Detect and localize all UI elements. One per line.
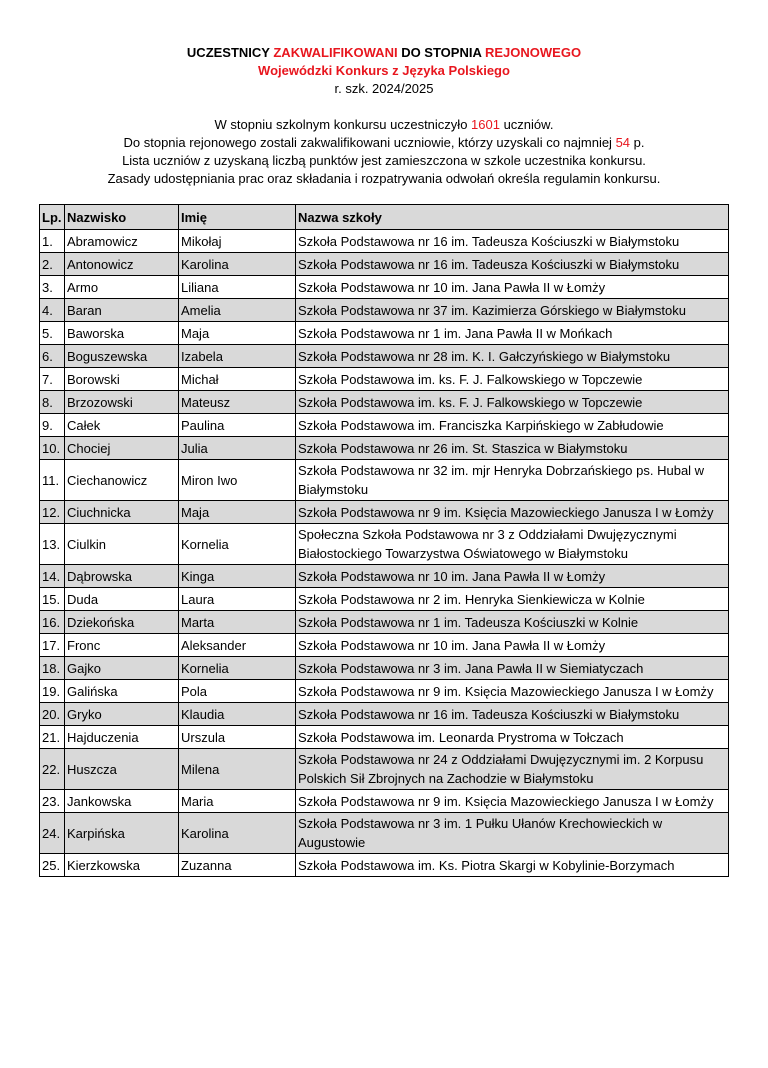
table-row — [40, 680, 729, 703]
cell-surname: Chociej — [65, 437, 179, 460]
cell-lp: 21. — [40, 726, 65, 749]
cell-surname: Gryko — [65, 703, 179, 726]
cell-school-name: Szkoła Podstawowa im. Ks. Piotra Skargi w Kobylinie-Borzymach — [296, 854, 729, 877]
cell-school-name: Szkoła Podstawowa nr 9 im. Księcia Mazowieckiego Janusza I w Łomży — [296, 680, 729, 703]
cell-lp: 2. — [40, 253, 65, 276]
cell-lp: 20. — [40, 703, 65, 726]
document-header — [0, 44, 768, 98]
table-row — [40, 813, 729, 854]
table-row — [40, 726, 729, 749]
cell-school-name: Szkoła Podstawowa im. ks. F. J. Falkowskiego w Topczewie — [296, 391, 729, 414]
cell-surname: Ciechanowicz — [65, 460, 179, 501]
cell-lp: 17. — [40, 634, 65, 657]
table-body — [40, 230, 729, 877]
cell-school-name: Szkoła Podstawowa im. Leonarda Prystroma w Tołczach — [296, 726, 729, 749]
cell-surname: Fronc — [65, 634, 179, 657]
table-row — [40, 524, 729, 565]
cell-lp: 8. — [40, 391, 65, 414]
intro-line-4: Zasady udostępniania prac oraz składania i rozpatrywania odwołań określa regulamin konkursu. — [107, 171, 661, 186]
header-lp: Lp. — [40, 205, 65, 230]
table-row — [40, 276, 729, 299]
cell-lp: 23. — [40, 790, 65, 813]
cell-first-name: Paulina — [179, 414, 296, 437]
cell-lp: 12. — [40, 501, 65, 524]
title-part-3: DO STOPNIA — [397, 45, 485, 60]
cell-school-name: Szkoła Podstawowa nr 3 im. Jana Pawła II w Siemiatyczach — [296, 657, 729, 680]
school-year: r. szk. 2024/2025 — [334, 81, 434, 96]
cell-first-name: Kornelia — [179, 524, 296, 565]
cell-school-name: Szkoła Podstawowa nr 3 im. 1 Pułku Ułanów Krechowieckich w Augustowie — [296, 813, 729, 854]
table-row — [40, 611, 729, 634]
cell-school-name: Szkoła Podstawowa nr 1 im. Tadeusza Kościuszki w Kolnie — [296, 611, 729, 634]
cell-surname: Dąbrowska — [65, 565, 179, 588]
title-part-1: UCZESTNICY — [186, 45, 274, 60]
cell-surname: Boguszewska — [65, 345, 179, 368]
table-row — [40, 749, 729, 790]
table-row — [40, 703, 729, 726]
cell-first-name: Maja — [179, 322, 296, 345]
table-row — [40, 437, 729, 460]
cell-surname: Kierzkowska — [65, 854, 179, 877]
table-row — [40, 322, 729, 345]
cell-surname: Borowski — [65, 368, 179, 391]
cell-first-name: Maria — [179, 790, 296, 813]
intro-line-1-a: W stopniu szkolnym konkursu uczestniczyło — [214, 117, 472, 132]
cell-lp: 9. — [40, 414, 65, 437]
cell-school-name: Szkoła Podstawowa nr 24 z Oddziałami Dwujęzycznymi im. 2 Korpusu Polskich Sił Zbrojnych na Zachodzie w Białymstoku — [296, 749, 729, 790]
table-row — [40, 854, 729, 877]
cell-school-name: Szkoła Podstawowa nr 2 im. Henryka Sienkiewicza w Kolnie — [296, 588, 729, 611]
cell-first-name: Kornelia — [179, 657, 296, 680]
participants-count: 1601 — [471, 117, 500, 132]
table-header-row — [40, 205, 729, 230]
cell-first-name: Zuzanna — [179, 854, 296, 877]
header-surname: Nazwisko — [65, 205, 179, 230]
cell-lp: 10. — [40, 437, 65, 460]
cell-first-name: Julia — [179, 437, 296, 460]
cell-lp: 6. — [40, 345, 65, 368]
cell-first-name: Milena — [179, 749, 296, 790]
cell-first-name: Michał — [179, 368, 296, 391]
intro-line-2-b: p. — [630, 135, 645, 150]
cell-school-name: Szkoła Podstawowa nr 9 im. Księcia Mazowieckiego Janusza I w Łomży — [296, 790, 729, 813]
cell-first-name: Pola — [179, 680, 296, 703]
cell-lp: 14. — [40, 565, 65, 588]
table-row — [40, 501, 729, 524]
table-row — [40, 230, 729, 253]
cell-first-name: Maja — [179, 501, 296, 524]
header-first-name: Imię — [179, 205, 296, 230]
cell-lp: 25. — [40, 854, 65, 877]
cell-school-name: Szkoła Podstawowa nr 10 im. Jana Pawła II w Łomży — [296, 565, 729, 588]
cell-surname: Karpińska — [65, 813, 179, 854]
cell-first-name: Mikołaj — [179, 230, 296, 253]
cell-school-name: Szkoła Podstawowa nr 16 im. Tadeusza Kościuszki w Białymstoku — [296, 230, 729, 253]
cell-lp: 5. — [40, 322, 65, 345]
cell-first-name: Karolina — [179, 253, 296, 276]
table-row — [40, 368, 729, 391]
intro-line-3: Lista uczniów z uzyskaną liczbą punktów jest zamieszczona w szkole uczestnika konkursu. — [122, 153, 646, 168]
cell-surname: Gajko — [65, 657, 179, 680]
cell-surname: Antonowicz — [65, 253, 179, 276]
cell-surname: Ciuchnicka — [65, 501, 179, 524]
cell-first-name: Klaudia — [179, 703, 296, 726]
cell-first-name: Izabela — [179, 345, 296, 368]
cell-lp: 18. — [40, 657, 65, 680]
cell-lp: 3. — [40, 276, 65, 299]
cell-lp: 7. — [40, 368, 65, 391]
table-row — [40, 460, 729, 501]
cell-lp: 13. — [40, 524, 65, 565]
cell-school-name: Szkoła Podstawowa nr 16 im. Tadeusza Kościuszki w Białymstoku — [296, 253, 729, 276]
cell-surname: Dziekońska — [65, 611, 179, 634]
cell-first-name: Marta — [179, 611, 296, 634]
cell-first-name: Miron Iwo — [179, 460, 296, 501]
cell-surname: Baworska — [65, 322, 179, 345]
cell-lp: 11. — [40, 460, 65, 501]
cell-school-name: Szkoła Podstawowa nr 16 im. Tadeusza Kościuszki w Białymstoku — [296, 703, 729, 726]
cell-school-name: Szkoła Podstawowa nr 32 im. mjr Henryka Dobrzańskiego ps. Hubal w Białymstoku — [296, 460, 729, 501]
cell-school-name: Społeczna Szkoła Podstawowa nr 3 z Oddziałami Dwujęzycznymi Białostockiego Towarzystwa Oświatowego w Białymstoku — [296, 524, 729, 565]
cell-surname: Hajduczenia — [65, 726, 179, 749]
cell-surname: Całek — [65, 414, 179, 437]
cell-surname: Abramowicz — [65, 230, 179, 253]
cell-first-name: Urszula — [179, 726, 296, 749]
cell-surname: Galińska — [65, 680, 179, 703]
cell-school-name: Szkoła Podstawowa nr 10 im. Jana Pawła II w Łomży — [296, 276, 729, 299]
cell-first-name: Laura — [179, 588, 296, 611]
cell-school-name: Szkoła Podstawowa nr 9 im. Księcia Mazowieckiego Janusza I w Łomży — [296, 501, 729, 524]
cell-lp: 15. — [40, 588, 65, 611]
cell-surname: Jankowska — [65, 790, 179, 813]
cell-surname: Duda — [65, 588, 179, 611]
table-row — [40, 253, 729, 276]
cell-surname: Armo — [65, 276, 179, 299]
cell-surname: Huszcza — [65, 749, 179, 790]
cell-surname: Ciulkin — [65, 524, 179, 565]
table-row — [40, 790, 729, 813]
table-row — [40, 565, 729, 588]
cell-lp: 24. — [40, 813, 65, 854]
table-row — [40, 657, 729, 680]
cell-first-name: Amelia — [179, 299, 296, 322]
cell-lp: 22. — [40, 749, 65, 790]
cell-surname: Brzozowski — [65, 391, 179, 414]
page-title — [0, 44, 768, 62]
cell-first-name: Kinga — [179, 565, 296, 588]
cell-lp: 1. — [40, 230, 65, 253]
table-row — [40, 634, 729, 657]
table-row — [40, 414, 729, 437]
intro-line-1 — [0, 116, 768, 134]
table-row — [40, 299, 729, 322]
cell-lp: 16. — [40, 611, 65, 634]
cell-first-name: Karolina — [179, 813, 296, 854]
header-school-name: Nazwa szkoły — [296, 205, 729, 230]
table-row — [40, 588, 729, 611]
title-part-2: ZAKWALIFIKOWANI — [273, 45, 398, 60]
cell-school-name: Szkoła Podstawowa nr 26 im. St. Staszica w Białymstoku — [296, 437, 729, 460]
intro-text — [0, 116, 768, 188]
cell-school-name: Szkoła Podstawowa im. ks. F. J. Falkowskiego w Topczewie — [296, 368, 729, 391]
table-row — [40, 391, 729, 414]
table-row — [40, 345, 729, 368]
cell-first-name: Liliana — [179, 276, 296, 299]
cell-school-name: Szkoła Podstawowa im. Franciszka Karpińskiego w Zabłudowie — [296, 414, 729, 437]
cell-school-name: Szkoła Podstawowa nr 10 im. Jana Pawła II w Łomży — [296, 634, 729, 657]
intro-line-1-b: uczniów. — [499, 117, 554, 132]
cell-school-name: Szkoła Podstawowa nr 1 im. Jana Pawła II w Mońkach — [296, 322, 729, 345]
cell-lp: 4. — [40, 299, 65, 322]
qualified-participants-table — [39, 204, 729, 877]
cell-school-name: Szkoła Podstawowa nr 28 im. K. I. Gałczyńskiego w Białymstoku — [296, 345, 729, 368]
cell-first-name: Aleksander — [179, 634, 296, 657]
cell-surname: Baran — [65, 299, 179, 322]
intro-line-2 — [0, 134, 768, 152]
contest-name: Wojewódzki Konkurs z Języka Polskiego — [258, 63, 510, 78]
cell-first-name: Mateusz — [179, 391, 296, 414]
intro-line-2-a: Do stopnia rejonowego zostali zakwalifikowani uczniowie, którzy uzyskali co najmniej — [123, 135, 616, 150]
threshold-points: 54 — [615, 135, 631, 150]
cell-school-name: Szkoła Podstawowa nr 37 im. Kazimierza Górskiego w Białymstoku — [296, 299, 729, 322]
cell-lp: 19. — [40, 680, 65, 703]
title-part-4: REJONOWEGO — [484, 45, 582, 60]
